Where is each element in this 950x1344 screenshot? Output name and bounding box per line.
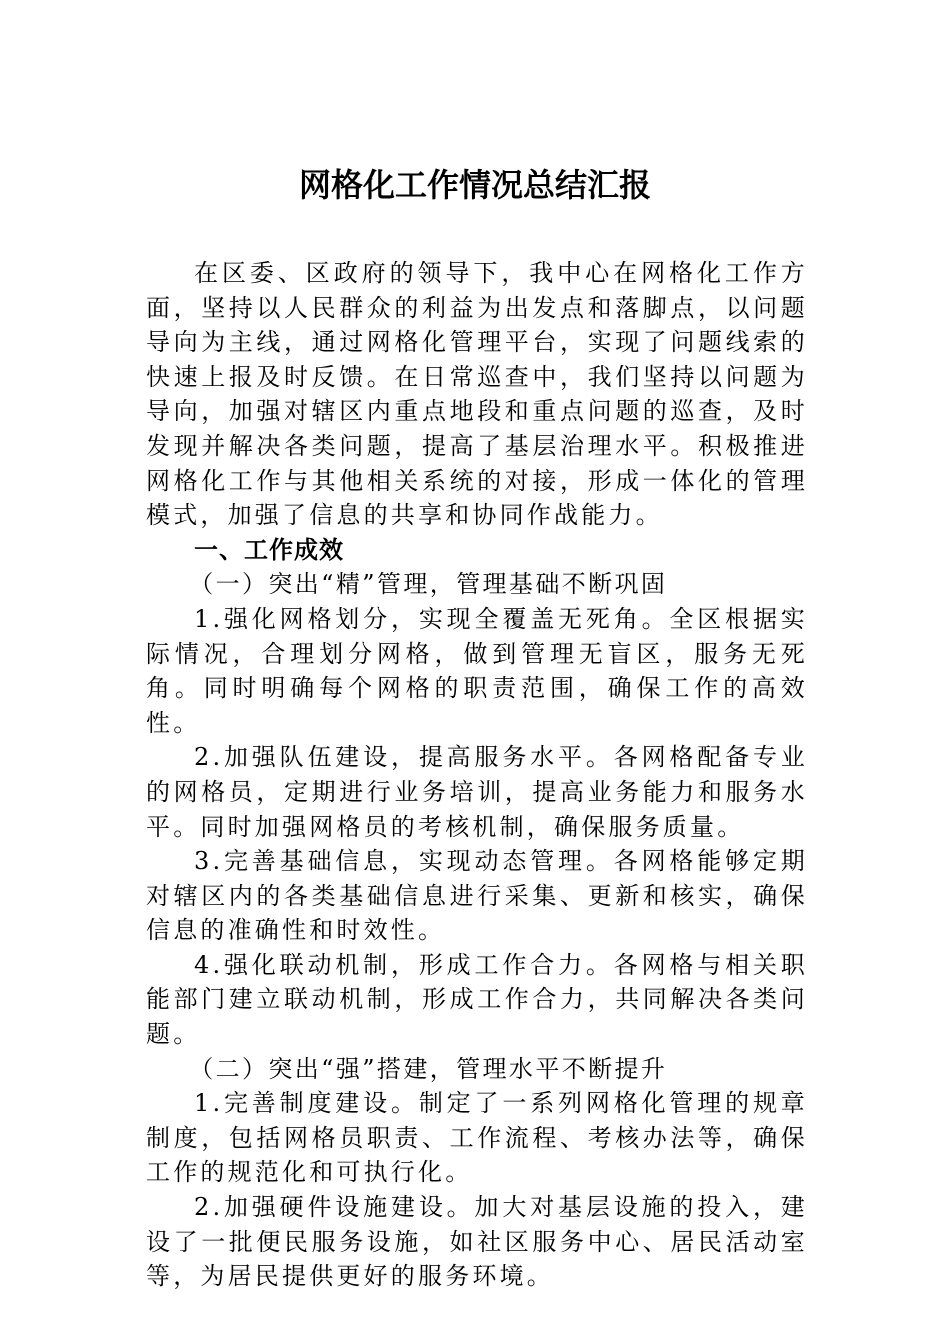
- document-title: 网格化工作情况总结汇报: [298, 166, 651, 204]
- document-body: [146, 256, 808, 1294]
- paragraph-team-building: 2.加强队伍建设，提高服务水平。各网格配备专业的网格员，定期进行业务培训，提高业务能力和服务水平。同时加强网格员的考核机制，确保服务质量。: [146, 743, 808, 841]
- paragraph-system-building: 1.完善制度建设。制定了一系列网格化管理的规章制度，包括网格员职责、工作流程、考核办法等，确保工作的规范化和可执行化。: [146, 1089, 808, 1187]
- paragraph-linkage: 4.强化联动机制，形成工作合力。各网格与相关职能部门建立联动机制，形成工作合力，共同解决各类问题。: [146, 950, 808, 1049]
- paragraph-hardware: 2.加强硬件设施建设。加大对基层设施的投入，建设了一批便民服务设施，如社区服务中心、居民活动室等，为居民提供更好的服务环境。: [146, 1193, 808, 1291]
- subsection-heading-2: （二）突出“强”搭建，管理水平不断提升: [189, 1054, 668, 1083]
- intro-paragraph: 在区委、区政府的领导下，我中心在网格化工作方面，坚持以人民群众的利益为出发点和落脚点，以问题导向为主线，通过网格化管理平台，实现了问题线索的快速上报及时反馈。在日常巡查中，我们坚持以问题为导向，加强对辖区内重点地段和重点问题的巡查，及时发现并解决各类问题，提高了基层治理水平。积极推进网格化工作与其他相关系统的对接，形成一体化的管理模式，加强了信息的共享和协同作战能力。: [146, 259, 808, 530]
- subsection-heading-1: （一）突出“精”管理，管理基础不断巩固: [189, 570, 668, 599]
- paragraph-basic-info: 3.完善基础信息，实现动态管理。各网格能够定期对辖区内的各类基础信息进行采集、更新和核实，确保信息的准确性和时效性。: [146, 847, 808, 945]
- section-heading-achievements: 一、工作成效: [194, 534, 344, 564]
- paragraph-grid-division: 1.强化网格划分，实现全覆盖无死角。全区根据实际情况，合理划分网格，做到管理无盲区，服务无死角。同时明确每个网格的职责范围，确保工作的高效性。: [146, 604, 808, 737]
